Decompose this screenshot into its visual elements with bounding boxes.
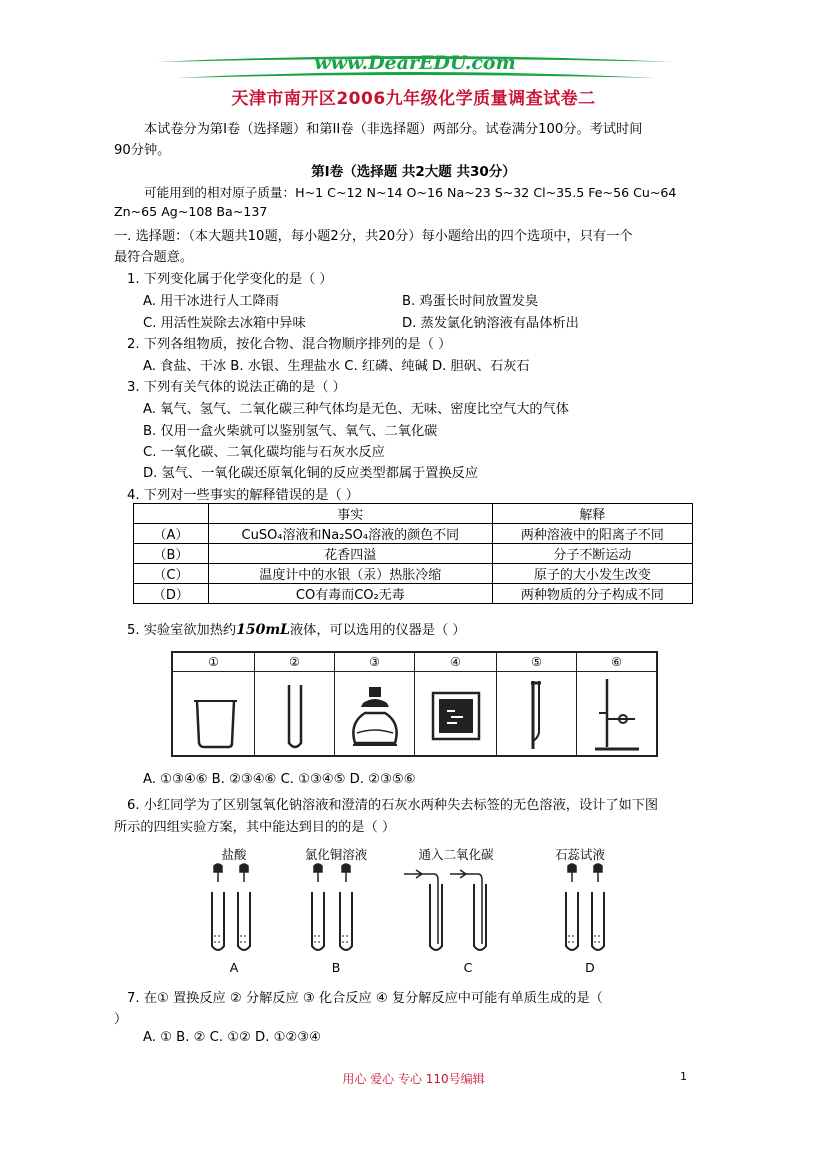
q5-volume: 150mL [236,622,290,638]
q4-facts-table [133,503,693,604]
page-number: 1 [680,1070,687,1083]
apparatus-cell [415,653,497,755]
q1-option-a: A. 用干冰进行人工降雨 [143,294,279,309]
table-cell: （A） [134,524,209,544]
apparatus-number: ④ [415,655,496,672]
q7-line-1: 7. 在① 置换反应 ② 分解反应 ③ 化合反应 ④ 复分解反应中可能有单质生成的是（ [127,991,603,1006]
table-cell: （B） [134,544,209,564]
apparatus-cell [173,653,255,755]
q6-line-1: 6. 小红同学为了区别氢氧化钠溶液和澄清的石灰水两种失去标签的无色溶液，设计了如下图 [127,798,659,813]
table-cell: 原子的大小发生改变 [492,564,692,584]
table-row [134,584,693,604]
test-tube-icon [312,892,324,950]
table-cell: （C） [134,564,209,584]
q3-option-d: D. 氢气、一氧化碳还原氧化铜的反应类型都属于置换反应 [143,466,479,481]
q1-option-b: B. 鸡蛋长时间放置发臭 [402,294,539,309]
apparatus-cell [497,653,577,755]
table-cell: CuSO₄溶液和Na₂SO₄溶液的颜色不同 [208,524,492,544]
q3-option-b: B. 仅用一盒火柴就可以鉴别氢气、氧气、二氧化碳 [143,424,438,439]
q7-options: A. ① B. ② C. ①② D. ①②③④ [143,1030,321,1045]
site-banner [155,48,675,82]
test-tube-icon [212,892,224,950]
q2-stem: 2. 下列各组物质，按化合物、混合物顺序排列的是（ ） [127,337,452,352]
alcohol-lamp-icon [335,673,415,753]
atomic-mass-line-2: Zn~65 Ag~108 Ba~137 [114,204,268,219]
table-header-row [134,504,693,524]
q5-options: A. ①③④⑥ B. ②③④⑥ C. ①③④⑤ D. ②③⑤⑥ [143,772,416,787]
reagent-label: 通入二氧化碳 [418,847,494,862]
intro-line-1: 本试卷分为第Ⅰ卷（选择题）和第II卷（非选择题）两部分。试卷满分100分。考试时间 [144,122,643,137]
option-letter: C [463,960,473,975]
table-cell: 两种物质的分子构成不同 [492,584,692,604]
table-header-cell [134,504,209,524]
table-cell: 分子不断运动 [492,544,692,564]
part1-instruction-2: 最符合题意。 [114,250,194,265]
apparatus-number: ③ [335,655,414,672]
reagent-label: 石蕊试液 [554,847,605,862]
apparatus-cell [577,653,656,755]
test-tube-icon [474,884,486,950]
table-row [134,544,693,564]
table-cell: （D） [134,584,209,604]
banner-url[interactable]: www.DearEDU.com [314,52,516,74]
atomic-mass-line-1: 可能用到的相对原子质量：H~1 C~12 N~14 O~16 Na~23 S~32 Cl~35.5 Fe~56 Cu~64 [144,185,677,200]
table-row [134,564,693,584]
table-cell: 温度计中的水银（汞）热胀冷缩 [208,564,492,584]
table-header-cell: 事实 [208,504,492,524]
table-cell: CO有毒而CO₂无毒 [208,584,492,604]
page-title: 天津市南开区2006九年级化学质量调查试卷二 [231,89,596,109]
reagent-label: 氯化铜溶液 [304,847,368,862]
q4-stem: 4. 下列对一些事实的解释错误的是（ ） [127,488,359,503]
reagent-label: 盐酸 [221,847,247,862]
page-footer: 用心 爱心 专心 110号编辑 [342,1072,485,1086]
test-tube-icon [238,892,250,950]
dropper-icon [568,864,602,882]
q2-options: A. 食盐、干冰 B. 水银、生理盐水 C. 红磷、纯碱 D. 胆矾、石灰石 [143,359,530,374]
q6-line-2: 所示的四组实验方案，其中能达到目的的是（ ） [114,820,396,835]
option-letter: A [229,960,239,975]
table-cell: 花香四溢 [208,544,492,564]
apparatus-number: ⑥ [577,655,656,672]
q5-stem-post: 液体，可以选用的仪器是（ ） [289,623,466,638]
test-tube-holder-icon [497,673,577,753]
test-tube-icon [566,892,578,950]
section-title: 第Ⅰ卷（选择题 共2大题 共30分） [311,164,516,180]
apparatus-number: ① [173,655,254,672]
apparatus-cell [335,653,415,755]
q1-stem: 1. 下列变化属于化学变化的是（ ） [127,272,333,287]
q3-option-a: A. 氧气、氢气、二氧化碳三种气体均是无色、无味、密度比空气大的气体 [143,402,569,417]
test-tube-icon [340,892,352,950]
iron-stand-icon [577,673,656,753]
q7-line-2: ） [114,1012,128,1027]
q1-option-d: D. 蒸发氯化钠溶液有晶体析出 [402,316,579,331]
dropper-icon [314,864,350,882]
beaker-icon [173,673,255,753]
dropper-icon [214,864,248,882]
test-tube-icon [255,673,335,753]
part1-instruction-1: 一. 选择题：（本大题共10题，每小题2分，共20分）每小题给出的四个选项中，只有一个 [114,229,633,244]
test-tube-icon [430,884,442,950]
q5-stem [127,619,466,638]
apparatus-number: ② [255,655,334,672]
experiment-diagram [200,860,620,960]
asbestos-gauze-icon [415,673,497,753]
apparatus-number: ⑤ [497,655,576,672]
intro-line-2: 90分钟。 [114,143,171,158]
q3-stem: 3. 下列有关气体的说法正确的是（ ） [127,380,346,395]
q3-option-c: C. 一氧化碳、二氧化碳均能与石灰水反应 [143,445,385,460]
q5-stem-pre: 5. 实验室欲加热约 [127,623,237,638]
apparatus-figure [171,651,658,757]
test-tube-icon [592,892,604,950]
table-row [134,524,693,544]
apparatus-cell [255,653,335,755]
option-letter: B [331,960,341,975]
option-letter: D [585,960,595,975]
table-header-cell: 解释 [492,504,692,524]
table-cell: 两种溶液中的阳离子不同 [492,524,692,544]
q1-option-c: C. 用活性炭除去冰箱中异味 [143,316,306,331]
